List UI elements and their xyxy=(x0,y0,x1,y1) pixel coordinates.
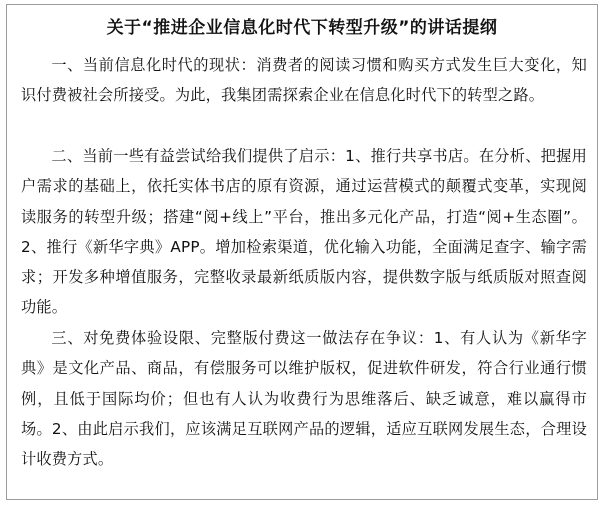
paragraph-current-situation: 一、当前信息化时代的现状：消费者的阅读习惯和购买方式发生巨大变化，知识付费被社会所接受。为此，我集团需探索企业在信息化时代下的转型之路。 xyxy=(21,56,587,105)
document-frame xyxy=(6,4,598,500)
document-title: 关于“推进企业信息化时代下转型升级”的讲话提纲 xyxy=(106,18,498,38)
paragraph-controversy: 三、对免费体验设限、完整版付费这一做法存在争议：1、有人认为《新华字典》是文化产品、商品，有偿服务可以维护版权，促进软件研发，符合行业通行惯例，且低于国际均价；但也有人认为收费行为思维落后、缺乏诚意，难以赢得市场。2、由此启示我们，应该满足互联网产品的逻辑，适应互联网发展生态，合理设计收费方式。 xyxy=(21,329,587,469)
paragraph-useful-attempts: 二、当前一些有益尝试给我们提供了启示：1、推行共享书店。在分析、把握用户需求的基础上，依托实体书店的原有资源，通过运营模式的颠覆式变革，实现阅读服务的转型升级；搭建“阅+线上”平台，推出多元化产品，打造“阅+生态圈”。2、推行《新华字典》APP。增加检索渠道，优化输入功能，全面满足查字、输字需求；开发多种增值服务，完整收录最新纸质版内容，提供数字版与纸质版对照查阅功能。 xyxy=(21,147,587,317)
